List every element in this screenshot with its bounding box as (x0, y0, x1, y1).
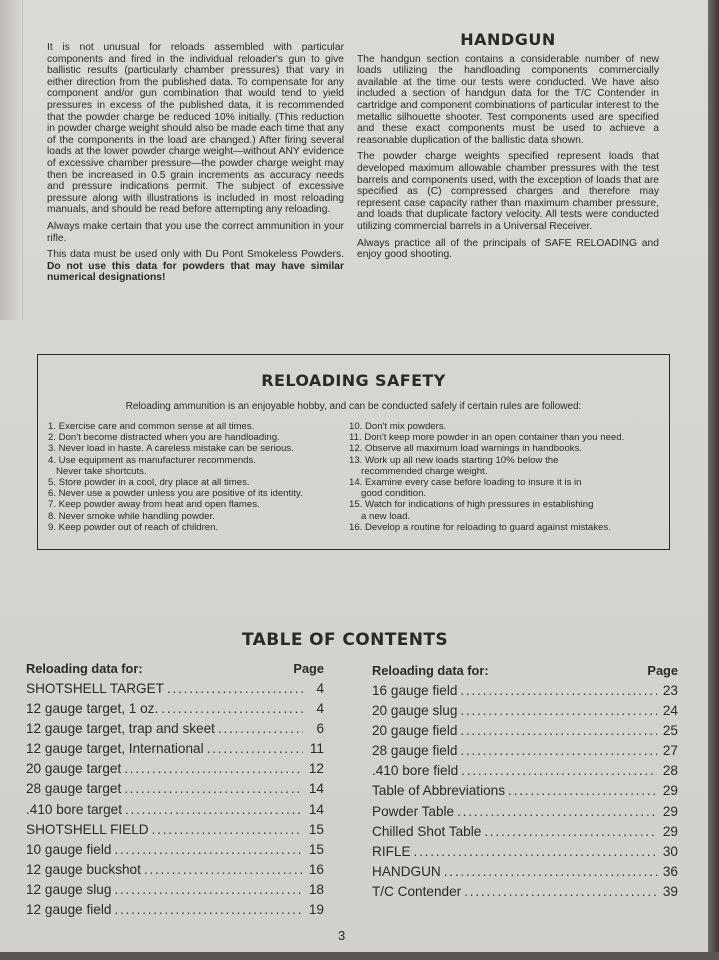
powder-warning-paragraph (47, 249, 344, 284)
safety-rule: 5. Store powder in a cool, dry place at all times. (48, 477, 250, 489)
toc-entry (372, 681, 678, 701)
toc-entry (26, 719, 324, 739)
toc-entry-page: 29 (662, 783, 678, 799)
toc-entry-page: 16 (308, 861, 324, 877)
safety-rule: a new load. (361, 510, 411, 522)
toc-leader-dots (414, 842, 657, 862)
toc-entry (26, 800, 324, 820)
background-bottom (0, 952, 719, 960)
toc-leader-dots (218, 719, 303, 739)
powder-warning-text: This data must be used only with Du Pont Smokeless Powders. (47, 249, 344, 261)
toc-leader-dots (460, 721, 657, 741)
powder-warning-bold: Do not use this data for powders that may have similar numerical designations! (47, 260, 344, 284)
toc-entry-label: 20 gauge slug (372, 703, 458, 719)
toc-entry-page: 30 (662, 843, 678, 859)
safety-rule: good condition. (361, 488, 427, 500)
toc-entry-label: SHOTSHELL TARGET (26, 681, 164, 696)
safety-rule: 8. Never smoke while handling powder. (48, 510, 215, 522)
handgun-paragraph-1: The handgun section contains a considerable number of new loads utilizing the handloading components commercially available at the time our tests were conducted. We have also included a section of handgun data for the T/C Contender in cartridge and component combinations of particular interest to the metallic silhouette shooter. Test components used are specified and these exact components must be used to achieve a reasonable duplication of the ballistic data shown. (357, 53, 659, 146)
toc-entry-page: 23 (662, 683, 678, 698)
toc-entry-page: 14 (308, 801, 324, 817)
toc-entry-page: 19 (308, 902, 324, 918)
toc-entry (26, 820, 324, 840)
toc-entry-page: 18 (308, 881, 324, 897)
toc-entry-label: Powder Table (372, 803, 455, 819)
toc-entry-page: 12 (308, 761, 324, 777)
toc-entry (26, 840, 324, 860)
toc-entry-label: 12 gauge buckshot (26, 861, 141, 877)
toc-entry-page: 36 (662, 863, 678, 879)
safety-rule: 7. Keep powder away from heat and open flames. (48, 499, 260, 511)
toc-entry-label: 12 gauge field (26, 902, 112, 918)
toc-leader-dots (508, 781, 657, 801)
toc-header-label: Reloading data for: (26, 661, 143, 676)
toc-entry (372, 701, 678, 721)
toc-entry (372, 882, 678, 902)
toc-entry-page: 29 (662, 803, 678, 819)
toc-entry (26, 739, 324, 759)
safety-rule: recommended charge weight. (361, 465, 488, 477)
pressure-paragraph: It is not unusual for reloads assembled with particular components and fired in the individual reloader's gun to give ballistic results (particularly chamber pressures) that vary in either direction from the published data. To compensate for any component and/or gun combination that would tend to yield pressures in excess of the published data, it is recommended that the powder charge be reduced 10% initially. (This reduction in powder charge weight should also be made each time that any of the components in the load are changed.) After firing several loads at the lower powder charge weight—without ANY evidence of excessive chamber pressure—the powder charge weight may then be increased in 0.5 grain increments as accuracy needs and pressure indications permit. The subject of excessive pressure along with illustrations is included in most reloading manuals, and should be read before attempting any reloading. (47, 42, 344, 216)
handgun-title: HANDGUN (460, 30, 556, 49)
toc-entry (26, 779, 324, 799)
toc-entry-page: 28 (662, 763, 678, 779)
toc-entry-label: 28 gauge target (26, 781, 122, 797)
toc-leader-dots (464, 882, 657, 902)
safety-rule: 11. Don't keep more powder in an open container than you need. (349, 432, 625, 444)
toc-entry-label: T/C Contender (372, 883, 462, 899)
safety-rule: 16. Develop a routine for reloading to guard against mistakes. (349, 521, 611, 533)
toc-entry-page: 14 (308, 781, 324, 797)
toc-entry-page: 27 (662, 743, 678, 759)
toc-entry (26, 679, 324, 699)
toc-left-column (26, 659, 324, 920)
toc-leader-dots (167, 679, 303, 699)
toc-entry (372, 802, 678, 822)
toc-header (26, 659, 324, 679)
toc-entry-page: 6 (316, 721, 324, 737)
toc-entry (372, 741, 678, 761)
toc-entry (372, 761, 678, 781)
toc-entry-label: 28 gauge field (372, 743, 458, 759)
toc-entry-page: 39 (662, 883, 678, 899)
toc-leader-dots (444, 862, 657, 882)
safety-intro: Reloading ammunition is an enjoyable hobby, and can be conducted safely if certain rules are followed: (125, 401, 582, 412)
toc-leader-dots (125, 800, 303, 820)
reloading-safety-box (37, 354, 670, 550)
toc-entry-label: 12 gauge target, International (26, 741, 204, 757)
toc-header (372, 661, 678, 681)
toc-leader-dots (460, 681, 657, 701)
safety-rule: 6. Never use a powder unless you are positive of its identity. (48, 488, 303, 500)
safety-rule: 12. Observe all maximum load warnings in handbooks. (349, 443, 583, 455)
safety-rule: 1. Exercise care and common sense at all times. (48, 421, 255, 432)
toc-leader-dots (460, 701, 657, 721)
toc-leader-dots (207, 739, 303, 759)
toc-entry-page: 24 (662, 703, 678, 719)
toc-leader-dots (161, 699, 303, 719)
page-number: 3 (338, 928, 346, 943)
toc-entry-label: 12 gauge target, trap and skeet (26, 721, 215, 737)
handgun-section (357, 30, 659, 266)
toc-entry-label: Table of Abbreviations (372, 783, 506, 799)
toc-entry-label: .410 bore field (372, 763, 459, 779)
safety-rules-left (48, 421, 344, 533)
handgun-paragraph-2: The powder charge weights specified represent loads that developed maximum allowable chamber pressures with the test barrels and components used, with the exception of loads that are specified as (C) compressed charges and therefore may represent case capacity rather than maximum chamber pressure, and loads that duplicate factory velocity. All tests were conducted utilizing commercial barrels in a Universal Receiver. (357, 151, 659, 232)
toc-leader-dots (461, 761, 657, 781)
toc-entry (372, 721, 678, 741)
safety-rule: 13. Work up all new loads starting 10% below the (349, 454, 559, 466)
toc-entry-page: 29 (662, 823, 678, 839)
toc-leader-dots (460, 741, 657, 761)
toc-entry-label: RIFLE (372, 843, 411, 859)
toc-entry-label: .410 bore target (26, 801, 122, 817)
toc-entry-page: 11 (309, 741, 324, 757)
toc-entry-page: 25 (662, 723, 678, 739)
toc-entry (26, 880, 324, 900)
toc-header-label: Reloading data for: (372, 663, 489, 678)
safety-rule: 10. Don't mix powders. (349, 421, 447, 432)
toc-entry (372, 822, 678, 842)
toc-entry (26, 759, 324, 779)
toc-entry-label: 20 gauge target (26, 761, 122, 777)
toc-entry-label: HANDGUN (372, 863, 441, 879)
toc-title: TABLE OF CONTENTS (242, 630, 448, 650)
toc-leader-dots (114, 880, 303, 900)
toc-leader-dots (124, 779, 303, 799)
toc-entry-label: 12 gauge slug (26, 881, 112, 897)
toc-entry-label: 10 gauge field (26, 841, 112, 857)
toc-header-page: Page (293, 661, 324, 676)
safety-rule: 3. Never load in haste. A careless mistake can be serious. (48, 443, 294, 455)
safety-rules-right (349, 421, 659, 533)
toc-entry-label: 16 gauge field (372, 683, 458, 698)
toc-entry-page: 4 (316, 701, 324, 717)
toc-entry-label: 12 gauge target, 1 oz. (26, 701, 159, 717)
toc-entry (26, 699, 324, 719)
toc-entry (26, 900, 324, 920)
toc-entry-page: 4 (316, 681, 324, 696)
previous-page-edge (0, 0, 23, 320)
reload-notes-column (47, 42, 344, 289)
safety-rule: 9. Keep powder out of reach of children. (48, 521, 219, 533)
toc-leader-dots (484, 822, 657, 842)
toc-leader-dots (114, 900, 303, 920)
toc-entry (372, 842, 678, 862)
toc-entry (26, 860, 324, 880)
toc-leader-dots (144, 860, 303, 880)
toc-entry-label: 20 gauge field (372, 723, 458, 739)
toc-entry-label: Chilled Shot Table (372, 823, 482, 839)
safety-rule: 14. Examine every case before loading to insure it is in (349, 477, 582, 489)
toc-header-page: Page (647, 663, 678, 678)
toc-entry-label: SHOTSHELL FIELD (26, 821, 149, 837)
background-edge (708, 0, 719, 960)
toc-entry-page: 15 (308, 841, 324, 857)
safety-rule: Never take shortcuts. (56, 465, 147, 477)
toc-leader-dots (114, 840, 303, 860)
toc-leader-dots (124, 759, 303, 779)
ammunition-paragraph: Always make certain that you use the correct ammunition in your rifle. (47, 220, 344, 244)
toc-leader-dots (152, 820, 303, 840)
safety-title: RELOADING SAFETY (261, 371, 446, 390)
toc-entry (372, 781, 678, 801)
safety-rule: 4. Use equipment as manufacturer recommends. (48, 454, 256, 466)
toc-leader-dots (457, 802, 657, 822)
safety-rule: 2. Don't become distracted when you are handloading. (48, 432, 280, 444)
handgun-paragraph-3: Always practice all of the principals of SAFE RELOADING and enjoy good shooting. (357, 237, 659, 261)
toc-entry-page: 15 (308, 821, 324, 837)
toc-entry (372, 862, 678, 882)
safety-rule: 15. Watch for indications of high pressures in establishing (349, 499, 594, 511)
toc-right-column (372, 661, 678, 902)
